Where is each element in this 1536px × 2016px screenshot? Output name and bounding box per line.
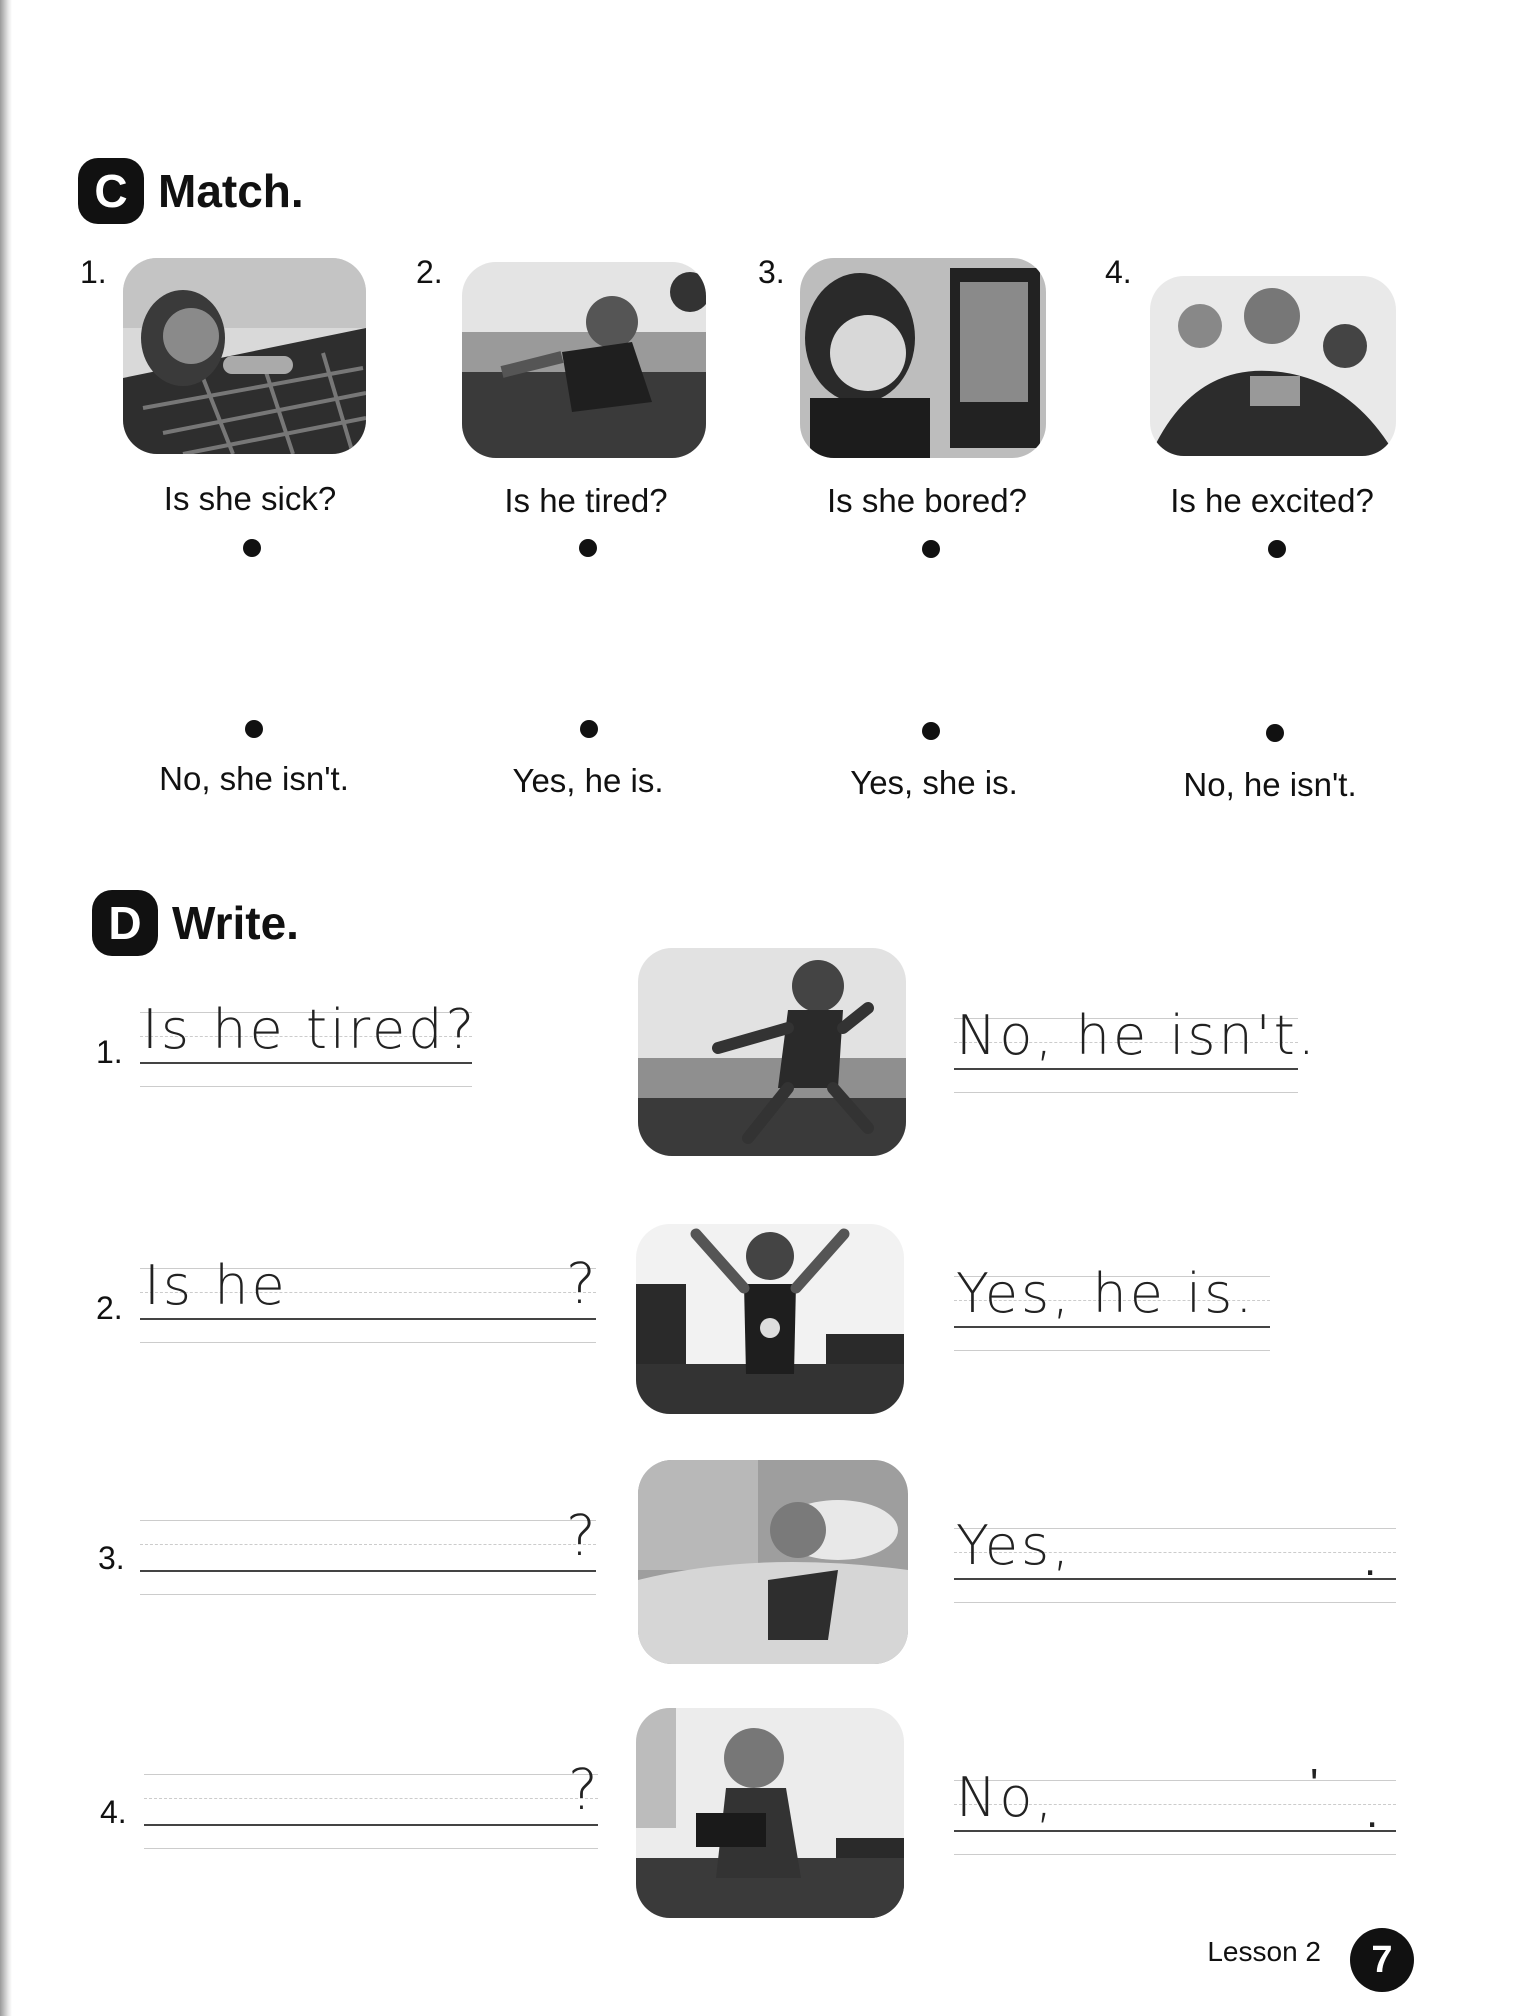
- write-picture-boy-running: [638, 948, 906, 1156]
- write-picture-girl-in-bed: [638, 1460, 908, 1664]
- write-answer-3-text: Yes,: [956, 1514, 1073, 1577]
- section-d-title: Write.: [172, 897, 299, 949]
- match-answer-1: No, she isn't.: [159, 760, 349, 797]
- match-dot-question-4[interactable]: [1268, 540, 1286, 558]
- write-item-3-number: 3.: [98, 1540, 125, 1576]
- match-dot-answer-1[interactable]: [245, 720, 263, 738]
- write-question-2-mark: ?: [566, 1252, 596, 1317]
- write-item-1-number: 1.: [96, 1034, 123, 1070]
- page-number-badge: 7: [1350, 1928, 1414, 1992]
- match-dot-question-3[interactable]: [922, 540, 940, 558]
- match-picture-excited-family: [1150, 276, 1396, 456]
- section-c-header: [78, 158, 304, 224]
- write-question-3-field[interactable]: [140, 1520, 596, 1600]
- write-answer-4-text: No,: [956, 1766, 1056, 1829]
- write-item-4-number: 4.: [100, 1794, 127, 1830]
- match-item-3-number: 3.: [758, 254, 785, 290]
- write-item-2-number: 2.: [96, 1290, 123, 1326]
- section-d-badge: D: [92, 890, 158, 956]
- match-answer-3: Yes, she is.: [850, 764, 1018, 801]
- write-question-4-field[interactable]: [144, 1774, 598, 1854]
- write-question-4-mark: ?: [568, 1758, 598, 1823]
- write-picture-boy-with-medal: [636, 1224, 904, 1414]
- write-question-1-text: Is he tired?: [142, 998, 478, 1061]
- write-answer-4-apostrophe: ': [1310, 1760, 1319, 1809]
- match-question-4: Is he excited?: [1170, 482, 1374, 519]
- write-answer-3-period: .: [1364, 1536, 1377, 1585]
- match-picture-girl-at-window: [800, 258, 1046, 458]
- match-dot-question-2[interactable]: [579, 539, 597, 557]
- match-dot-question-1[interactable]: [243, 539, 261, 557]
- write-picture-girl-reading: [636, 1708, 904, 1918]
- write-answer-1-text: No, he isn't.: [956, 1004, 1318, 1067]
- write-answer-4-period: .: [1366, 1788, 1379, 1837]
- write-question-3-mark: ?: [566, 1504, 596, 1569]
- match-dot-answer-4[interactable]: [1266, 724, 1284, 742]
- section-c-badge: C: [78, 158, 144, 224]
- match-answer-2: Yes, he is.: [512, 762, 664, 799]
- section-d-header: [92, 890, 299, 956]
- match-picture-girl-in-bed: [123, 258, 366, 454]
- match-picture-boy-playing: [462, 262, 706, 458]
- footer-lesson-label: Lesson 2: [1207, 1936, 1321, 1967]
- section-c-title: Match.: [158, 165, 304, 217]
- match-item-4-number: 4.: [1105, 254, 1132, 290]
- match-question-2: Is he tired?: [504, 482, 668, 519]
- match-item-1-number: 1.: [80, 254, 107, 290]
- match-answer-4: No, he isn't.: [1183, 766, 1357, 803]
- match-question-3: Is she bored?: [827, 482, 1027, 519]
- match-dot-answer-2[interactable]: [580, 720, 598, 738]
- write-answer-2-text: Yes, he is.: [956, 1262, 1256, 1325]
- match-question-1: Is she sick?: [163, 480, 337, 517]
- page-binding-edge: [0, 0, 12, 2016]
- match-dot-answer-3[interactable]: [922, 722, 940, 740]
- write-question-2-text: Is he: [144, 1254, 288, 1317]
- match-item-2-number: 2.: [416, 254, 443, 290]
